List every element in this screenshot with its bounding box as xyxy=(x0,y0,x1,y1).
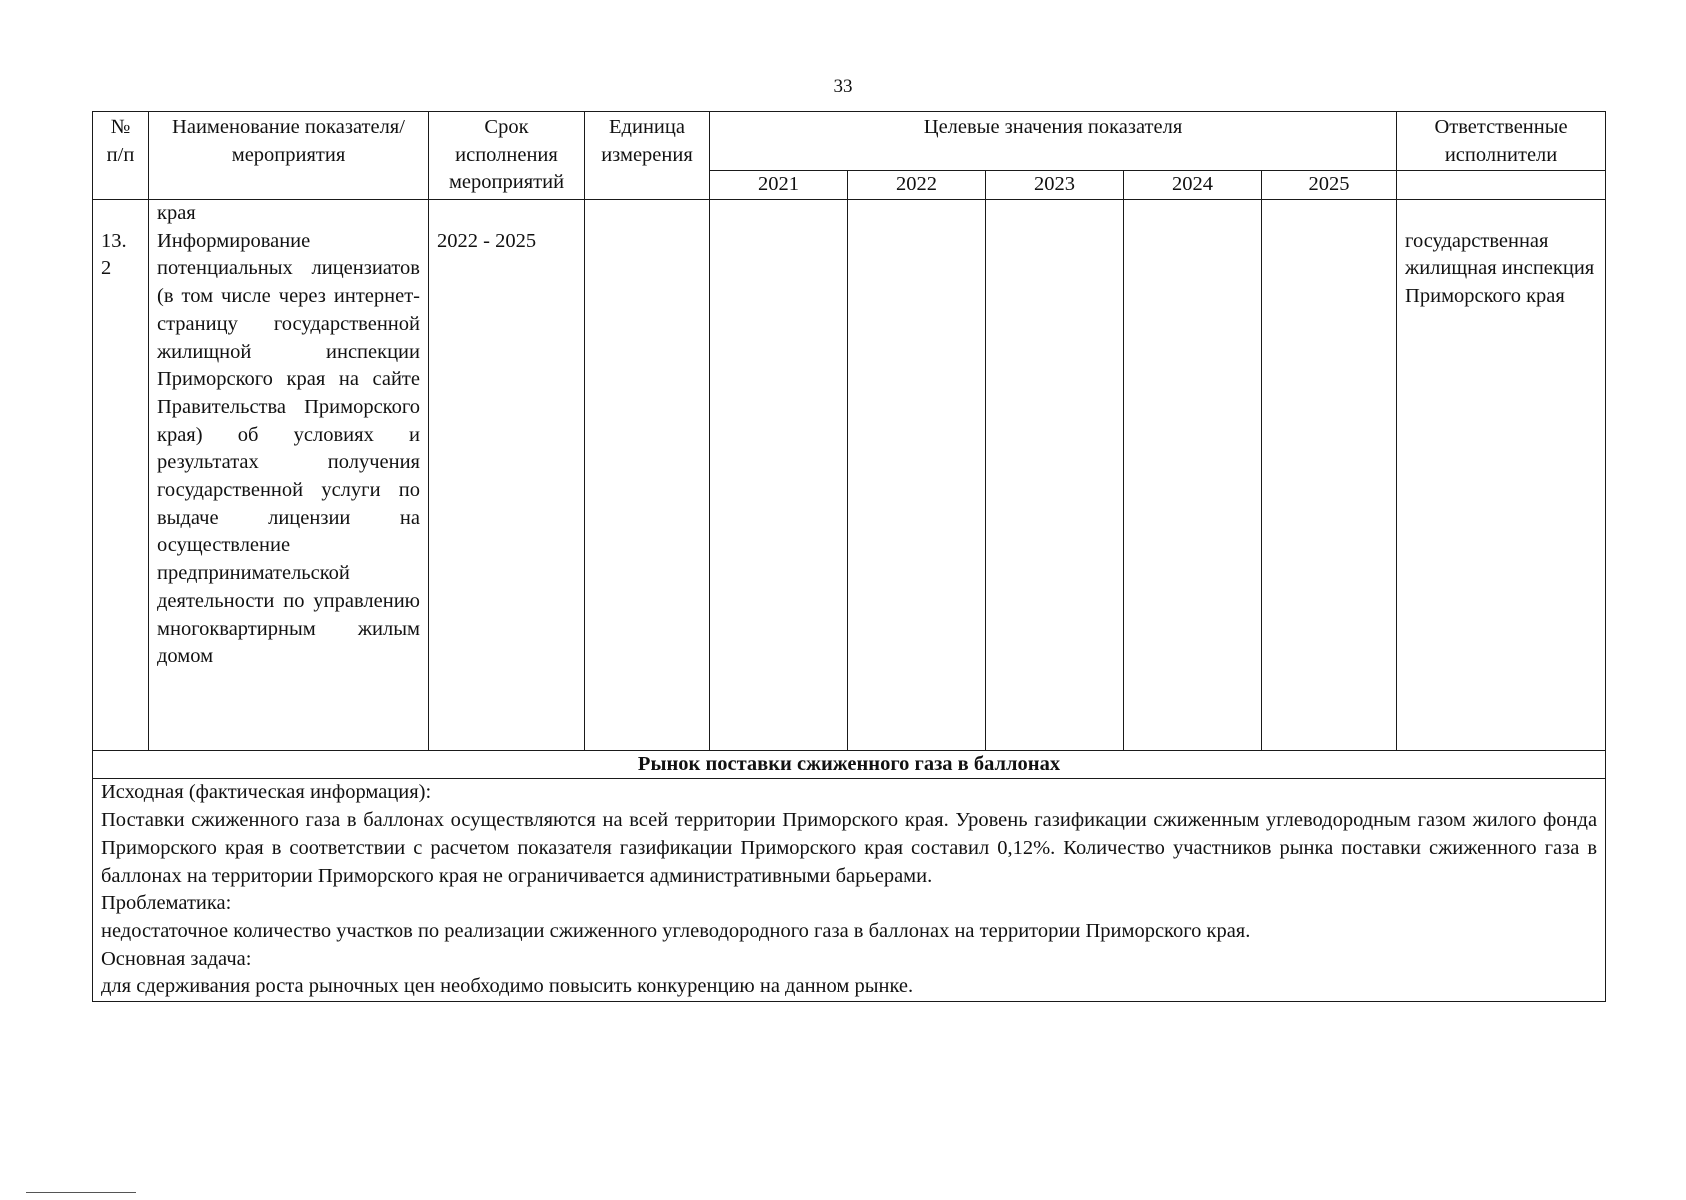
header-year-2021: 2021 xyxy=(710,171,848,200)
info-heading-source: Исходная (фактическая информация): xyxy=(101,781,432,804)
cell-responsible xyxy=(1397,200,1606,228)
table-header-row xyxy=(93,112,1606,171)
cell-2023 xyxy=(986,200,1124,751)
info-paragraph-supply: Поставки сжиженного газа в баллонах осуществляются на всей территории Приморского края. Уровень газификации сжиженным углеводородным газом жилого фонда Приморского края в соответствии с расчетом показателя газификации Приморского края составил 0,12%. Количество участников рынка поставки сжиженного газа в баллонах на территории Приморского края не ограничивается административными барьерами. xyxy=(101,809,1598,887)
section-info xyxy=(93,779,1606,1002)
cell-2022 xyxy=(848,200,986,751)
cell-name: края xyxy=(149,200,429,228)
cell-responsible: государственная жилищная инспекция Приморского края xyxy=(1397,228,1606,751)
header-responsible-blank xyxy=(1397,171,1606,200)
header-responsible: Ответственные исполнители xyxy=(1397,112,1606,171)
cell-num: 13. 2 xyxy=(93,228,149,751)
footer-divider xyxy=(26,1192,136,1193)
header-year-2022: 2022 xyxy=(848,171,986,200)
cell-deadline xyxy=(429,200,585,228)
info-paragraph-problems: недостаточное количество участков по реализации сжиженного углеводородного газа в баллонах на территории Приморского края. xyxy=(101,919,1251,942)
info-paragraph-task: для сдерживания роста рыночных цен необходимо повысить конкуренцию на данном рынке. xyxy=(101,975,914,998)
cell-name: Информирование потенциальных лицензиатов (в том числе через интернет-страницу государственной жилищной инспекции Приморского края на сайте Правительства Приморского края) об условиях и результатах получения государственной услуги по выдаче лицензии на осуществление предпринимательской деятельности по управлению многоквартирным жилым домом xyxy=(149,228,429,751)
info-heading-task: Основная задача: xyxy=(101,947,252,970)
header-deadline: Срок исполнения мероприятий xyxy=(429,112,585,200)
cell-2024 xyxy=(1124,200,1262,751)
cell-unit xyxy=(585,200,710,751)
header-unit: Единица измерения xyxy=(585,112,710,200)
cell-deadline: 2022 - 2025 xyxy=(429,228,585,751)
header-name: Наименование показателя/мероприятия xyxy=(149,112,429,200)
info-heading-problems: Проблематика: xyxy=(101,892,232,915)
cell-2025 xyxy=(1262,200,1397,751)
section-title-row xyxy=(93,750,1606,779)
section-info-row xyxy=(93,779,1606,1002)
header-year-2024: 2024 xyxy=(1124,171,1262,200)
cell-num xyxy=(93,200,149,228)
header-targets: Целевые значения показателя xyxy=(710,112,1397,171)
section-title: Рынок поставки сжиженного газа в баллонах xyxy=(93,750,1606,779)
indicators-table xyxy=(92,111,1606,1002)
header-num: № п/п xyxy=(93,112,149,200)
cell-2021 xyxy=(710,200,848,751)
page-number: 33 xyxy=(833,76,853,97)
header-year-2025: 2025 xyxy=(1262,171,1397,200)
header-year-2023: 2023 xyxy=(986,171,1124,200)
table-row xyxy=(93,200,1606,228)
